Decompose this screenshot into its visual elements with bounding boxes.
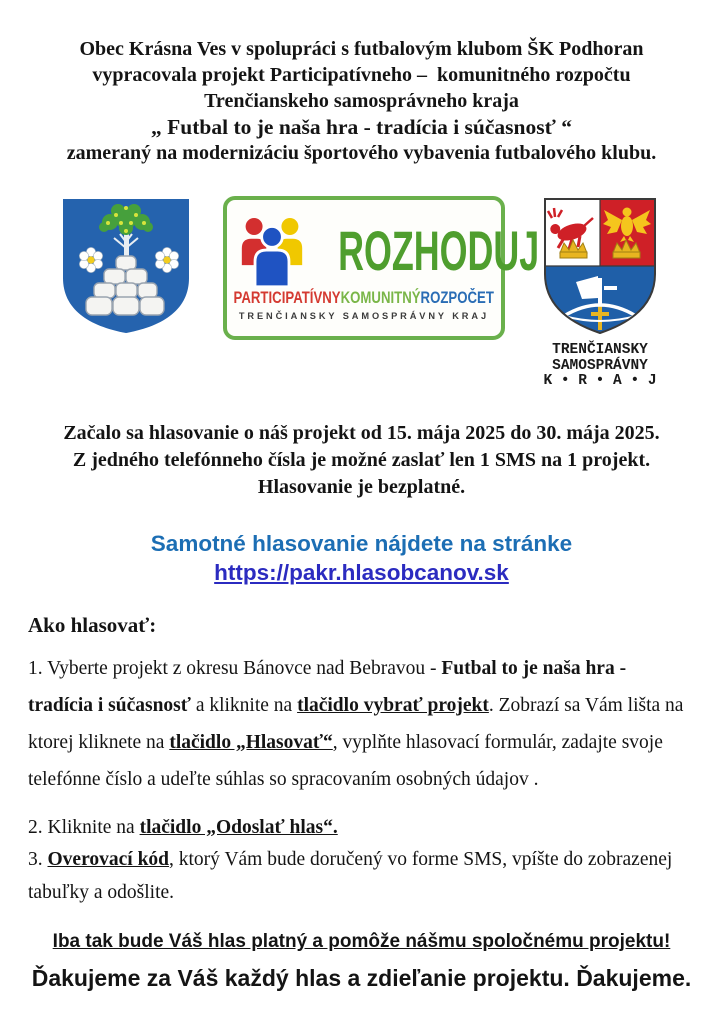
step2-text: 2. Kliknite na — [28, 817, 140, 838]
rozhoduj-region-line: TRENČIANSKY SAMOSPRÁVNY KRAJ — [238, 311, 489, 322]
word-participativny: PARTICIPATÍVNY — [233, 289, 341, 307]
title-line-3: Trenčianskeho samosprávneho kraja — [204, 90, 519, 112]
title-block — [0, 0, 723, 166]
title-line-1: Obec Krásna Ves v spolupráci s futbalovým klubom ŠK Podhoran — [79, 38, 644, 60]
logos-row — [0, 196, 723, 392]
title-line-2: vypracovala projekt Participatívneho – komunitného rozpočtu — [92, 64, 631, 86]
step1-text: . Zobrazí sa Vám lišta na ktorej kliknete na — [28, 695, 684, 753]
voting-info — [0, 420, 723, 501]
step3-text: , ktorý Vám bude doručený vo forme SMS, vpíšte do zobrazenej tabuľky a odošlite. — [28, 849, 673, 903]
how-to-vote-heading: Ako hlasovať: — [28, 613, 157, 637]
vote-online-heading: Samotné hlasovanie nájdete na stránke — [150, 531, 573, 556]
step1-vote-button-ref: tlačidlo „Hlasovať“ — [169, 732, 333, 753]
tsk-caption-line-2: SAMOSPRÁVNY — [552, 357, 648, 374]
tsk-caption — [543, 343, 656, 390]
voting-info-line-2: Z jedného telefónneho čísla je možné zaslať len 1 SMS na 1 projekt. — [72, 449, 651, 471]
step-2 — [28, 812, 695, 843]
step1-text: 1. Vyberte projekt z okresu Bánovce nad Bebravou - — [28, 658, 442, 679]
step1-text: a kliknite na — [190, 695, 298, 716]
title-project-quote: „ Futbal to je naša hra - tradícia i súčasnosť “ — [151, 115, 572, 139]
voting-info-line-3: Hlasovanie je bezplatné. — [257, 476, 466, 498]
footer-emphasis: Iba tak bude Váš hlas platný a pomôže nášmu spoločnému projektu! — [52, 931, 671, 952]
step-3 — [28, 843, 695, 909]
people-icon — [239, 214, 305, 288]
voting-info-line-1: Začalo sa hlasovanie o náš projekt od 15. mája 2025 do 30. mája 2025. — [63, 422, 660, 444]
step3-text: 3. — [28, 849, 48, 870]
footer-thanks: Ďakujeme za Váš každý hlas a zdieľanie projektu. Ďakujeme. — [31, 965, 692, 991]
word-komunitny: KOMUNITNÝ — [340, 289, 421, 307]
krasna-ves-coat-of-arms-icon — [58, 196, 194, 336]
title-line-5: zameraný na modernizáciu športového vybavenia futbalového klubu. — [66, 142, 657, 164]
tsk-caption-line-3: K • R • A • J — [543, 373, 657, 389]
step1-select-button-ref: tlačidlo vybrať projekt — [297, 695, 489, 716]
voting-link[interactable]: https://pakr.hlasobcanov.sk — [214, 560, 509, 585]
rozhoduj-title: ROZHODUJ — [337, 219, 539, 282]
word-rozpocet: ROZPOČET — [420, 289, 494, 307]
vote-online-block — [0, 529, 723, 587]
step-1 — [28, 650, 695, 798]
step1-project-name: Futbal to je naša hra - tradícia i súčasnosť — [28, 658, 627, 716]
step3-verification-code-ref: Overovací kód — [47, 849, 170, 870]
tsk-coat-of-arms-icon — [542, 196, 658, 336]
tsk-caption-line-1: TRENČIANSKY — [552, 342, 648, 358]
step2-send-button-ref: tlačidlo „Odoslať hlas“. — [139, 817, 338, 838]
tsk-logo — [533, 196, 667, 390]
rozhoduj-logo — [223, 196, 539, 340]
rozhoduj-subtitle-colored — [233, 289, 493, 307]
step1-text: , vyplňte hlasovací formulár, zadajte svoje telefónne číslo a udeľte súhlas so spracovaním osobných údajov . — [28, 732, 663, 790]
